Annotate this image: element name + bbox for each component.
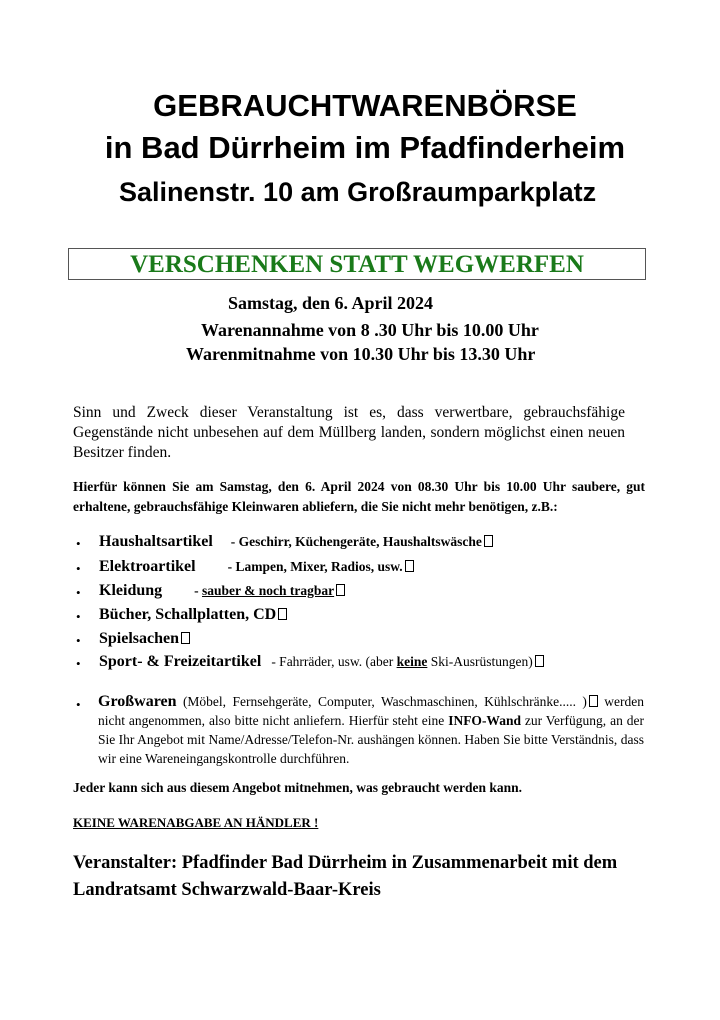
bulky-goods-paragraph	[98, 692, 644, 768]
title-line-2: in Bad Dürrheim im Pfadfinderheim	[104, 130, 626, 165]
list-item-household	[99, 533, 493, 551]
pickup-time: Warenmitnahme von 10.30 Uhr bis 13.30 Uhr	[186, 344, 536, 364]
list-item-electronics	[99, 558, 414, 576]
item-desc-a: - Fahrräder, usw. (aber	[271, 654, 397, 669]
placeholder-box-icon	[181, 632, 190, 644]
item-name: Spielsachen	[99, 630, 180, 647]
bullet-icon: •	[76, 609, 81, 624]
placeholder-box-icon	[484, 535, 493, 547]
item-desc-keine: keine	[396, 654, 428, 669]
bullet-icon: •	[76, 697, 81, 712]
placeholder-box-icon	[336, 584, 345, 596]
item-name: Sport- & Freizeitartikel	[99, 653, 262, 670]
title-line-1: GEBRAUCHTWARENBÖRSE	[153, 88, 577, 123]
placeholder-box-icon	[405, 560, 414, 572]
bulky-text-a: (Möbel, Fernsehgeräte, Computer, Waschmaschinen, Kühlschränke..... )	[176, 694, 587, 709]
title-address: Salinenstr. 10 am Großraumparkplatz	[119, 177, 597, 207]
bullet-icon: •	[76, 585, 81, 600]
list-item-toys	[99, 630, 190, 648]
item-desc: sauber & noch tragbar	[202, 583, 335, 598]
bulky-text-b: werden nicht angenommen, also bitte nicht anliefern. Hierfür steht eine	[98, 694, 644, 728]
acceptance-time: Warenannahme von 8 .30 Uhr bis 10.00 Uhr	[201, 320, 539, 340]
organizer: Veranstalter: Pfadfinder Bad Dürrheim in Zusammenarbeit mit dem Landratsamt Schwarzwald-Baar-Kreis	[73, 853, 618, 900]
list-item-sports	[99, 653, 544, 671]
item-name: Kleidung	[99, 582, 163, 599]
bullet-icon: •	[76, 536, 81, 551]
placeholder-box-icon	[589, 695, 598, 707]
list-item-books	[99, 606, 287, 624]
bullet-icon: •	[76, 561, 81, 576]
bulky-title: Großwaren	[98, 693, 177, 710]
item-desc: - Geschirr, Küchengeräte, Haushaltswäsche	[230, 534, 482, 549]
intro-paragraph: Sinn und Zweck dieser Veranstaltung ist es, dass verwertbare, gebrauchsfähige Gegenstände nicht unbesehen auf dem Müllberg landen, sondern möglichst einen neuen Besitzer finden.	[73, 404, 625, 461]
bulky-text-c: zur Verfügung, an der Sie Ihr Angebot mit Name/Adresse/Telefon-Nr. aushängen können. Haben Sie bitte Verständnis, dass wir eine Wareneingangskontrolle durchführen.	[98, 713, 644, 766]
item-desc: - Lampen, Mixer, Radios, usw.	[227, 559, 403, 574]
item-name: Bücher, Schallplatten, CD	[99, 606, 277, 623]
info-wall-label: INFO-Wand	[448, 713, 521, 728]
item-name: Haushaltsartikel	[99, 533, 213, 550]
list-item-clothing	[99, 582, 345, 600]
event-date: Samstag, den 6. April 2024	[228, 293, 434, 313]
item-desc-b: Ski-Ausrüstungen)	[427, 654, 533, 669]
bullet-icon: •	[76, 633, 81, 648]
note-no-dealers: KEINE WARENABGABE AN HÄNDLER !	[73, 815, 319, 830]
instructions-paragraph: Hierfür können Sie am Samstag, den 6. April 2024 von 08.30 Uhr bis 10.00 Uhr saubere, gut erhaltene, gebrauchsfähige Kleinwaren abliefern, die Sie nicht mehr benötigen, z.B.:	[73, 479, 645, 514]
slogan-banner: VERSCHENKEN STATT WEGWERFEN	[68, 248, 646, 280]
item-desc-prefix: -	[194, 583, 203, 598]
placeholder-box-icon	[535, 655, 544, 667]
placeholder-box-icon	[278, 608, 287, 620]
item-name: Elektroartikel	[99, 558, 196, 575]
bullet-icon: •	[76, 656, 81, 671]
note-everyone: Jeder kann sich aus diesem Angebot mitnehmen, was gebraucht werden kann.	[73, 780, 523, 795]
